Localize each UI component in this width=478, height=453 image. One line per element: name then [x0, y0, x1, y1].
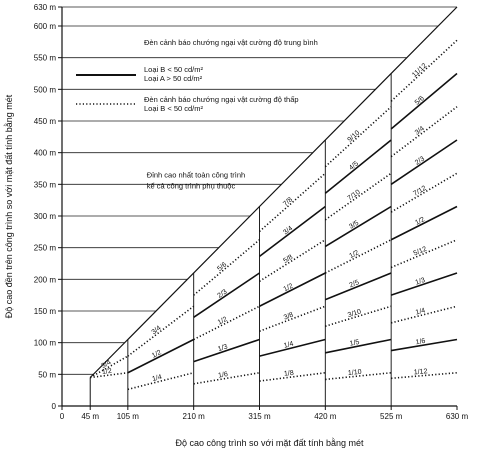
fraction-label-20: 2/5 [348, 279, 361, 290]
annotation-line-0: Đỉnh cao nhất toàn công trình [146, 170, 246, 180]
legend-low-item-0: Loại B < 50 cd/m² [144, 104, 203, 113]
fraction-label-25: 9/10 [346, 129, 362, 144]
x-tick-label-7: 630 m [445, 412, 469, 421]
annotation [147, 170, 245, 190]
fraction-label-28: 1/4 [414, 307, 427, 317]
y-tick-label-7: 350 m [33, 180, 56, 190]
legend-medium-title: Đèn cảnh báo chướng ngại vật cường độ trung bình [144, 38, 318, 47]
y-tick-label-4: 200 m [33, 275, 56, 285]
y-axis-ticks [34, 3, 62, 411]
fraction-label-13: 1/2 [282, 282, 295, 294]
fraction-label-29: 1/3 [414, 276, 427, 287]
y-tick-label-10: 500 m [33, 85, 56, 95]
x-tick-label-4: 315 m [248, 412, 271, 421]
fraction-label-12: 3/8 [282, 311, 295, 322]
y-tick-label-6: 300 m [33, 212, 56, 221]
y-tick-label-5: 250 m [33, 243, 56, 253]
y-tick-label-13: 630 m [33, 3, 56, 12]
y-tick-label-2: 100 m [33, 338, 56, 348]
fraction-label-19: 3/10 [346, 308, 363, 320]
fraction-label-11: 1/4 [283, 340, 295, 350]
fraction-label-33: 2/3 [413, 155, 426, 167]
y-tick-label-12: 600 m [33, 22, 56, 31]
legend [76, 38, 362, 113]
fraction-label-26: 1/12 [413, 368, 428, 377]
y-tick-label-0: 0 [51, 402, 56, 411]
y-tick-label-11: 550 m [33, 53, 56, 63]
legend-medium-item-1: Loại A > 50 cd/m² [144, 74, 203, 83]
fraction-label-34: 3/4 [413, 125, 426, 137]
fraction-label-27: 1/6 [415, 337, 426, 347]
annotation-line-1: kể cả công trình phụ thuộc [146, 181, 236, 191]
x-tick-label-1: 45 m [81, 412, 100, 421]
fraction-label-0: 1/2 [101, 367, 113, 376]
x-tick-label-5: 420 m [314, 412, 337, 421]
fraction-label-2: 1/2 [150, 349, 163, 360]
x-tick-label-6: 525 m [380, 412, 403, 421]
fraction-label-21: 1/2 [348, 249, 361, 261]
fraction-label-15: 3/4 [282, 225, 295, 237]
y-tick-label-3: 150 m [33, 307, 56, 316]
fraction-label-10: 1/8 [283, 369, 295, 378]
y-tick-label-8: 400 m [33, 148, 56, 158]
fraction-label-14: 5/8 [282, 253, 295, 265]
y-tick-label-9: 450 m [33, 117, 56, 126]
fraction-label-8: 2/3 [216, 288, 229, 300]
x-tick-label-3: 210 m [182, 412, 205, 421]
top-line [90, 7, 457, 378]
fraction-label-16: 7/8 [282, 196, 295, 208]
fraction-label-9: 5/6 [216, 261, 229, 273]
fraction-label-31: 1/2 [414, 216, 427, 227]
fraction-label-18: 1/5 [349, 338, 361, 348]
legend-medium-item-0: Loại B < 50 cd/m² [144, 65, 203, 74]
x-axis-ticks [60, 406, 469, 421]
fraction-label-35: 5/6 [413, 95, 426, 107]
x-tick-label-2: 105 m [116, 412, 139, 421]
fraction-label-22: 3/5 [348, 219, 361, 231]
x-axis-title: Độ cao công trình so với mặt đất tính bằng mét [175, 438, 364, 448]
fraction-label-3: 1/4 [151, 373, 163, 384]
fraction-label-23: 7/10 [346, 188, 362, 203]
x-tick-label-0: 0 [59, 412, 65, 421]
fraction-label-24: 4/5 [348, 160, 361, 172]
fraction-label-32: 7/12 [412, 184, 428, 198]
fraction-label-5: 1/6 [217, 371, 229, 380]
fraction-label-4: 3/4 [150, 324, 163, 337]
fraction-label-30: 5/12 [412, 245, 428, 258]
fraction-label-6: 1/3 [217, 343, 229, 354]
fraction-label-1: 3/4 [100, 359, 113, 371]
fraction-label-17: 1/10 [347, 368, 362, 378]
y-tick-label-1: 50 m [38, 370, 56, 380]
y-axis-title: Độ cao đền trên công trình so với mặt đất tính bằng mét [4, 94, 14, 319]
legend-low-title: Đèn cảnh báo chướng ngại vật cường độ thấp [144, 95, 299, 104]
fraction-label-36: 11/12 [411, 62, 429, 80]
fraction-label-7: 1/2 [216, 315, 229, 327]
